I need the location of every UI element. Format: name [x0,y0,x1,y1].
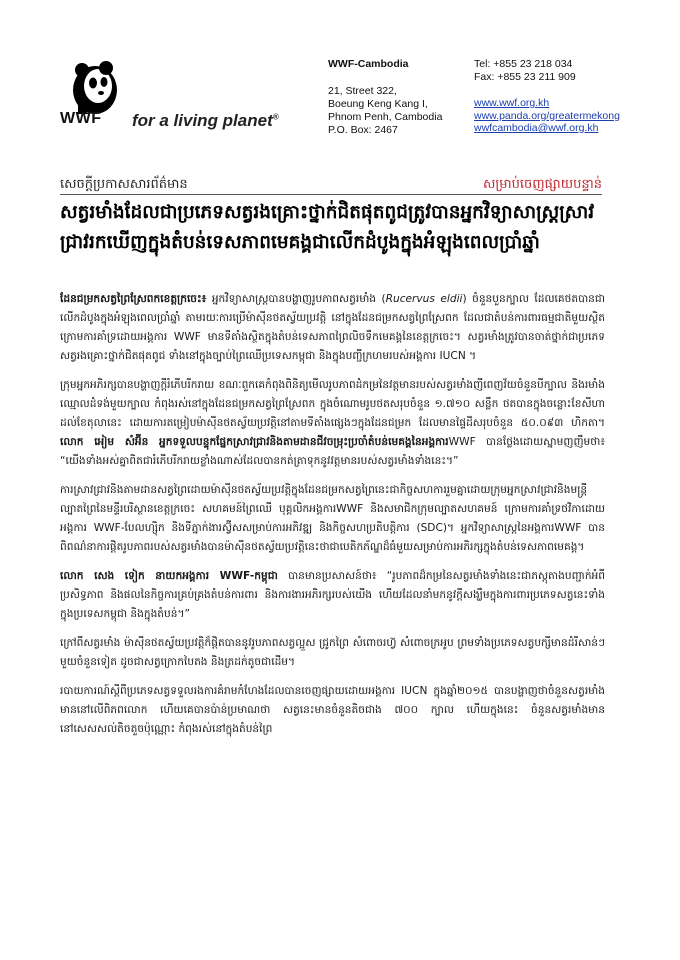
address-line: Boeung Keng Kang I, [328,98,428,110]
address-line: Phnom Penh, Cambodia [328,111,443,123]
tagline: for a living planet® [132,111,279,130]
article-body [60,290,605,749]
panda-link[interactable]: www.panda.org/greatermekong [474,109,620,122]
address-line: 21, Street 322, [328,85,397,97]
tel: Tel: +855 23 218 034 [474,58,573,70]
contact-block [474,58,620,135]
website-link[interactable]: www.wwf.org.kh [474,97,550,109]
paragraph: ក្រៅពីសត្វរមាំង ម៉ាស៊ីនថតស្វ័យប្រវត្តិក៏ផ្តិតបាននូវរូបភាពសត្វល្អួស ជ្រូកព្រៃ សំពោចរហ្វ៊ សំពោចក្រអូប ព្រមទាំងប្រភេទសត្វបក្សីមានដំរីសាន់ៗមួយចំនួនទៀត ដូចជាសត្វក្រោកបៃតង និងត្រដក់តូចជាដើម។ [60,637,605,668]
paragraph: ការស្រាវជ្រាវនិងតាមដានសត្វព្រៃដោយម៉ាស៊ីនថតស្វ័យប្រវត្តិក្នុងដែនជម្រកសត្វព្រៃនេះជាកិច្ចសហការរួមគ្នាដោយក្រុមអ្នកស្រាវជ្រាវនិងមន្ត្រីល្បាតព្រៃនៃមន្ទីរបរិស្ថានខេត្តក្រចេះ សហគមន៍ព្រៃឈើ បុគ្គលិកអង្គការWWF និងសមាជិកក្រុមល្បាតសហគមន៍ ក្រោមការគាំទ្រថវិកាដោយអង្គការ WWF-បែលហ្ស៊ិក និងទីភ្នាក់ងារស្វ៊ីសសម្រាប់ការអភិវឌ្ឍ និងកិច្ចសហប្រតិបត្តិការ (SDC)។ អ្នកវិទ្យាសាស្ត្រនៃអង្គការWWF បានពិពណ៌នាការផ្តិតរូបភាពរបស់សត្វរមាំងបានម៉ាស៊ីនថតស្វ័យប្រវត្តិនេះថាជាបេតិកភ័ណ្ឌដ៏ធំមួយសម្រាប់ការអភិរក្សក្នុងតំបន់ទេសភាពមេគង្គ។ [60,484,605,553]
paragraph: ក្រុមអ្នកអភិរក្សបានបង្ហាញក្តីរំភើបរីករាយ ខណៈពួកគេកំពុងពិនិត្យមើលរូបភាពដំកម្រនៃវត្តមានរបស់សត្វរមាំងញីពេញវ័យចំនួនបីក្បាល និងរមាំងឈ្មោលដំទង់មួយក្បាល កំពុងរស់នៅក្នុងដែនជម្រកសត្វព្រៃស្រែពក ក្នុងចំណោមរូបថតសរុបចំនួន ១.៧១០ សន្លឹក ថតបានក្នុងចន្លោះខែសីហាដល់ខែតុលានេះ ដោយការតម្រៀបម៉ាស៊ីនថតស្វ័យប្រវត្តិនៅតាមទីតាំងផ្សេងៗក្នុងដែនជម្រក ដែលមានផ្ទៃដីសរុបចំនួន ៥០.០៩៣ ហិកតា។ លោក អៀម សំអ៊ីន អ្នកទទួលបន្ទុកផ្នែកស្រាវជ្រាវនិងតាមដានជីវចម្រុះប្រចាំតំបន់មេគង្គនៃអង្គការWWF បានថ្លែងដោយស្នាមញញឹមថា៖ “យើងទាំងអស់គ្នាពិតជារំភើបរីករាយខ្លាំងណាស់ដែលបានកត់ត្រាទុកនូវវត្តមានរបស់សត្វរមាំងទាំងនេះ។” [60,379,605,467]
divider [60,194,602,195]
paragraph: លោក សេង ទៀក នាយកអង្គការ WWF-កម្ពុជា បានមានប្រសាសន៍ថា៖ “រូបភាពដ៏កម្រនៃសត្វរមាំងទាំងនេះជាភស្តុតាងបញ្ជាក់អំពីប្រសិទ្ធភាព និងផលនៃកិច្ចការគ្រប់គ្រងតំបន់ការពារ និងការងារអភិរក្សរបស់យើង ហើយដែលនាំមកនូវក្តីសង្ឃឹមក្នុងការពារប្រភេទសត្វនេះទាំងក្នុងប្រទេសកម្ពុជា និងក្នុងតំបន់។” [60,570,605,620]
org-address-block [328,58,442,137]
immediate-release-label: សម្រាប់ចេញផ្សាយបន្ទាន់ [483,177,602,192]
press-release-label: សេចក្តីប្រកាសសារព័ត៌មាន [60,177,188,192]
fax: Fax: +855 23 211 909 [474,70,576,83]
paragraph: របាយការណ៍ស្តីពីប្រភេទសត្វទទួលរងការគំរាមកំហែងដែលបានចេញផ្សាយដោយអង្គការ IUCN ក្នុងឆ្នាំ២០១៥ បានបង្ហាញថាចំនួនសត្វរមាំងមាននៅលើពិភពលោក ហើយគេបានប៉ាន់ប្រមាណថា សត្វនេះមានចំនួនតិចជាង ៧០០ ក្បាល ហើយក្នុងនេះ ចំនួនសត្វរមាំងមាននៅសេសសល់តិចតួចប៉ុណ្ណោះ កំពុងរស់នៅក្នុងតំបន់ព្រៃ [60,685,605,735]
wwf-wordmark: WWF [60,110,102,127]
paragraph: ដែនជម្រកសត្វព្រៃស្រែពកខេត្តក្រចេះ៖ អ្នកវិទ្យាសាស្ត្របានបង្ហាញរូបភាពសត្វរមាំង (Rucervus eldii) ចំនួនបួនក្បាល ដែលគេថតបានជាលើកដំបូងក្នុងអំឡុងពេលប្រាំឆ្នាំ តាមរយៈការប្រើម៉ាស៊ីនថតស្វ័យប្រវត្តិ នៅក្នុងដែនជម្រកសត្វព្រៃស្រែពក ដែលជាតំបន់ការពារធម្មជាតិមួយស្ថិតក្រោមការគាំទ្រដោយអង្គការ WWF មានទីតាំងស្ថិតក្នុងតំបន់ទេសភាពព្រៃលិចទឹកមេគង្គនៃខេត្តក្រចេះ។ សត្វរមាំងត្រូវបានចាត់ថ្នាក់ជាប្រភេទសត្វរងគ្រោះថ្នាក់ជិតផុតពូជ ទាំងនៅក្នុងច្បាប់ព្រៃឈើប្រទេសកម្ពុជា និងក្នុងបញ្ជីក្រហមរបស់អង្គការ IUCN ។ [60,293,605,362]
address-line: P.O. Box: 2467 [328,124,398,136]
headline: សត្វរមាំងដែលជាប្រភេទសត្វរងគ្រោះថ្នាក់ជិតផុតពូជត្រូវបានអ្នកវិទ្យាសាស្ត្រស្រាវជ្រាវរកឃើញក្នុងតំបន់ទេសភាពមេគង្គជាលើកដំបូងក្នុងអំឡុងពេលប្រាំឆ្នាំ [60,202,595,253]
org-name: WWF-Cambodia [328,58,409,70]
email-link[interactable]: wwfcambodia@wwf.org.kh [474,122,599,134]
